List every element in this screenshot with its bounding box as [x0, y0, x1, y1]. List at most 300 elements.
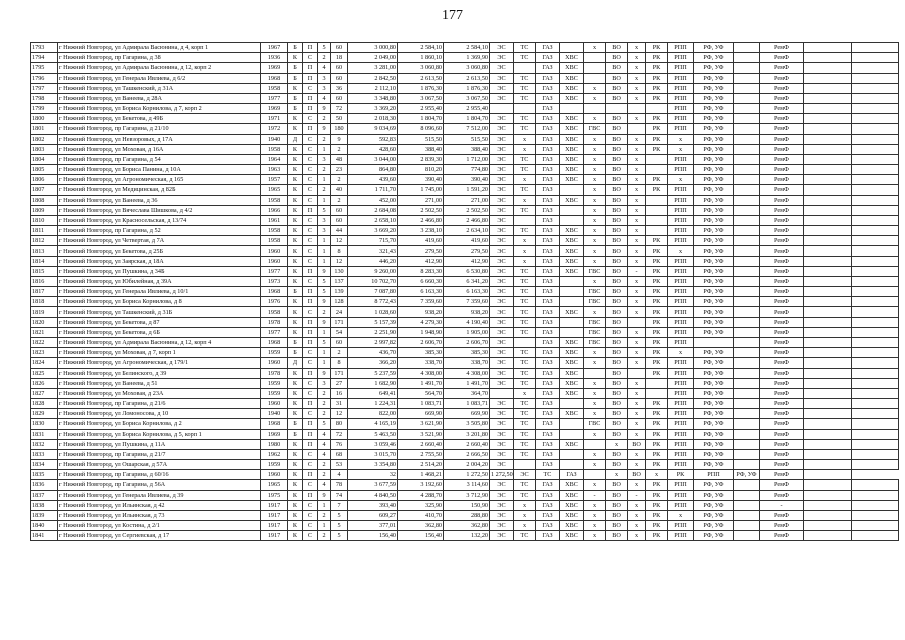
table-row — [31, 154, 899, 164]
table-cell: РПП — [668, 236, 694, 246]
table-cell: ГАЗ — [536, 226, 560, 236]
table-cell: ГАЗ — [536, 93, 560, 103]
table-cell: ГАЗ — [536, 104, 560, 114]
table-cell: РПП — [668, 287, 694, 297]
table-cell: ХВС — [560, 63, 584, 73]
table-cell: г Нижний Новгород, ул Агрономическая, д 165 — [58, 175, 261, 185]
table-cell: ХВС — [560, 500, 584, 510]
table-cell: г Нижний Новгород, ул Ташкенский, д 31А — [58, 83, 261, 93]
table-cell: 3 067,50 — [398, 93, 444, 103]
table-cell: РФ, УФ — [694, 53, 734, 63]
table-cell — [560, 429, 584, 439]
table-cell: 3 — [318, 154, 331, 164]
table-cell: 1957 — [261, 175, 288, 185]
table-cell: 60 — [331, 205, 348, 215]
table-cell: С — [303, 409, 318, 419]
table-cell: 1959 — [261, 388, 288, 398]
table-cell: 137 — [331, 276, 348, 286]
table-cell: ХВС — [560, 378, 584, 388]
table-cell: ГАЗ — [536, 287, 560, 297]
table-row — [31, 378, 899, 388]
table-cell: ЭС — [490, 276, 514, 286]
table-cell: К — [288, 327, 303, 337]
table-cell: РФ, УФ — [694, 63, 734, 73]
table-cell: ЭС — [490, 419, 514, 429]
table-cell: РФ, УФ — [694, 368, 734, 378]
table-cell — [804, 165, 852, 175]
table-cell: РемФ — [760, 154, 804, 164]
table-cell — [804, 175, 852, 185]
table-cell: ЭС — [490, 124, 514, 134]
table-cell: С — [303, 276, 318, 286]
table-cell: 3 044,00 — [348, 154, 398, 164]
table-cell — [804, 114, 852, 124]
table-cell: П — [303, 205, 318, 215]
table-cell: ГАЗ — [536, 114, 560, 124]
table-cell: 60 — [331, 73, 348, 83]
table-cell: ГВС — [584, 266, 606, 276]
table-cell: 362,80 — [398, 521, 444, 531]
table-cell: РФ, УФ — [694, 43, 734, 53]
table-cell: х — [514, 388, 536, 398]
table-cell: х — [628, 205, 646, 215]
table-cell: К — [288, 276, 303, 286]
table-cell — [852, 510, 899, 520]
table-cell: 388,40 — [398, 144, 444, 154]
table-cell: ЭС — [490, 185, 514, 195]
table-cell — [852, 409, 899, 419]
table-cell: г Нижний Новгород, ул Генерала Ивлиева, д 10/1 — [58, 287, 261, 297]
table-cell: 4 308,00 — [398, 368, 444, 378]
table-cell: РемФ — [760, 307, 804, 317]
table-cell — [804, 256, 852, 266]
table-cell: РФ, УФ — [694, 358, 734, 368]
table-cell: ЭС — [490, 266, 514, 276]
table-cell — [734, 388, 760, 398]
table-cell — [804, 307, 852, 317]
table-cell — [804, 429, 852, 439]
table-cell — [804, 378, 852, 388]
table-cell: ГАЗ — [536, 83, 560, 93]
table-cell — [852, 185, 899, 195]
table-cell: ТС — [514, 409, 536, 419]
table-cell: 2 755,50 — [398, 449, 444, 459]
table-cell: РПП — [668, 490, 694, 500]
table-cell: ГВС — [584, 124, 606, 134]
table-cell: ВО — [606, 246, 628, 256]
table-cell: 419,60 — [444, 236, 490, 246]
table-cell — [852, 388, 899, 398]
table-row — [31, 480, 899, 490]
table-cell: 2 018,30 — [348, 114, 398, 124]
table-cell: 3 067,50 — [444, 93, 490, 103]
table-row — [31, 104, 899, 114]
table-cell: ТС — [514, 419, 536, 429]
table-cell: 669,90 — [444, 409, 490, 419]
table-cell — [804, 154, 852, 164]
table-cell: 1 028,60 — [348, 307, 398, 317]
table-cell: ЭС — [490, 460, 514, 470]
table-cell — [560, 276, 584, 286]
table-cell: К — [288, 83, 303, 93]
table-cell: 1 — [318, 236, 331, 246]
table-cell: х — [584, 195, 606, 205]
table-cell: 7 — [331, 500, 348, 510]
table-cell: г Нижний Новгород, ул Невзоровых, д 17А — [58, 134, 261, 144]
table-cell: РФ, УФ — [694, 73, 734, 83]
table-cell: г Нижний Новгород, ул Ташкенский, д 31Б — [58, 307, 261, 317]
table-cell — [852, 337, 899, 347]
table-cell: 3 201,80 — [444, 429, 490, 439]
table-cell: ХВС — [560, 246, 584, 256]
table-cell: 1813 — [31, 246, 58, 256]
table-cell: ТС — [514, 226, 536, 236]
table-cell: ВО — [606, 124, 628, 134]
table-cell: РПП — [668, 521, 694, 531]
table-row — [31, 185, 899, 195]
table-cell: г Нижний Новгород, ул Бориса Панина, д 10А — [58, 165, 261, 175]
table-cell — [804, 134, 852, 144]
table-cell: х — [584, 205, 606, 215]
table-cell: РК — [646, 124, 668, 134]
table-cell: 1841 — [31, 531, 58, 541]
table-cell — [734, 317, 760, 327]
table-cell: 2 666,50 — [444, 449, 490, 459]
table-cell: 1961 — [261, 215, 288, 225]
table-cell — [804, 358, 852, 368]
table-cell: г Нижний Новгород, ул Костина, д 2/1 — [58, 521, 261, 531]
table-cell — [852, 63, 899, 73]
table-cell: ХВС — [560, 307, 584, 317]
table-cell: г Нижний Новгород, ул Четвертая, д 7А — [58, 236, 261, 246]
table-cell: 5 — [318, 205, 331, 215]
table-cell: 1 224,31 — [348, 399, 398, 409]
table-cell: РемФ — [760, 276, 804, 286]
table-cell: ЭС — [490, 348, 514, 358]
table-cell: 362,80 — [444, 521, 490, 531]
table-cell: 385,30 — [444, 348, 490, 358]
table-cell — [852, 287, 899, 297]
table-cell: ГАЗ — [536, 124, 560, 134]
table-cell: 669,90 — [398, 409, 444, 419]
registry-body — [31, 43, 899, 541]
table-row — [31, 73, 899, 83]
table-cell: 1808 — [31, 195, 58, 205]
table-cell — [804, 449, 852, 459]
table-cell — [646, 205, 668, 215]
table-cell: РПП — [668, 409, 694, 419]
table-cell: х — [584, 144, 606, 154]
table-cell: ХВС — [560, 531, 584, 541]
table-cell: ВО — [606, 460, 628, 470]
table-cell: ХВС — [560, 175, 584, 185]
table-cell: РПП — [668, 276, 694, 286]
table-cell: г Нижний Новгород, пр Гагарина, д 38 — [58, 53, 261, 63]
table-cell — [852, 276, 899, 286]
table-cell: ВО — [606, 53, 628, 63]
table-cell: х — [584, 449, 606, 459]
table-cell — [734, 256, 760, 266]
table-cell: 4 — [318, 480, 331, 490]
table-row — [31, 449, 899, 459]
table-cell: г Нижний Новгород, ул Бекетова, д 25Б — [58, 246, 261, 256]
table-cell: 592,83 — [348, 134, 398, 144]
table-cell: РФ, УФ — [694, 287, 734, 297]
table-cell — [734, 246, 760, 256]
table-cell: 1793 — [31, 43, 58, 53]
table-cell: П — [303, 73, 318, 83]
table-cell: 27 — [331, 378, 348, 388]
table-cell: ГАЗ — [536, 195, 560, 205]
table-cell: РемФ — [760, 429, 804, 439]
table-cell: 6 163,30 — [398, 287, 444, 297]
table-cell — [804, 266, 852, 276]
table-cell: г Нижний Новгород, пр Гагарина, д 60/16 — [58, 470, 261, 480]
table-cell: 338,70 — [398, 358, 444, 368]
table-cell: ЭС — [490, 205, 514, 215]
table-cell: ЭС — [490, 93, 514, 103]
table-cell — [804, 510, 852, 520]
table-cell: РФ, УФ — [694, 205, 734, 215]
table-cell: ТС — [514, 307, 536, 317]
table-cell: ВО — [606, 73, 628, 83]
table-cell: х — [584, 307, 606, 317]
table-cell: 1818 — [31, 297, 58, 307]
table-cell: х — [628, 144, 646, 154]
table-cell — [646, 154, 668, 164]
table-cell — [560, 460, 584, 470]
table-cell: П — [303, 63, 318, 73]
table-cell: 1802 — [31, 134, 58, 144]
table-cell: 1826 — [31, 378, 58, 388]
table-cell: 1 083,71 — [444, 399, 490, 409]
table-cell: 2 466,80 — [398, 215, 444, 225]
table-cell: 1965 — [261, 185, 288, 195]
table-cell: ЭС — [490, 429, 514, 439]
table-row — [31, 205, 899, 215]
table-cell — [734, 368, 760, 378]
table-cell: 2 466,80 — [444, 215, 490, 225]
table-cell — [734, 337, 760, 347]
table-cell — [514, 215, 536, 225]
table-cell — [804, 236, 852, 246]
table-cell: Б — [288, 43, 303, 53]
table-cell: ХВС — [560, 480, 584, 490]
table-cell — [560, 43, 584, 53]
table-cell: РемФ — [760, 378, 804, 388]
table-cell: ТС — [514, 185, 536, 195]
table-cell: РемФ — [760, 287, 804, 297]
table-cell: 60 — [331, 93, 348, 103]
table-cell: 2 — [318, 307, 331, 317]
table-cell: ВО — [606, 348, 628, 358]
table-cell — [560, 327, 584, 337]
table-cell: ЭС — [490, 154, 514, 164]
table-row — [31, 124, 899, 134]
table-cell: 2 606,70 — [398, 337, 444, 347]
table-cell — [804, 246, 852, 256]
table-cell: 3 060,80 — [398, 63, 444, 73]
table-cell: РПП — [668, 266, 694, 276]
table-cell: ГАЗ — [536, 175, 560, 185]
table-cell — [646, 388, 668, 398]
table-cell: ВО — [606, 165, 628, 175]
table-row — [31, 327, 899, 337]
table-cell: РПП — [694, 470, 734, 480]
table-cell: 1966 — [261, 205, 288, 215]
table-cell: 2 — [318, 531, 331, 541]
table-cell — [734, 93, 760, 103]
table-row — [31, 307, 899, 317]
table-cell: 715,70 — [348, 236, 398, 246]
table-cell: К — [288, 297, 303, 307]
table-cell: 1 905,00 — [444, 327, 490, 337]
table-cell: РФ, УФ — [694, 297, 734, 307]
table-cell: К — [288, 124, 303, 134]
table-cell: 3 712,90 — [444, 490, 490, 500]
table-cell: х — [584, 165, 606, 175]
table-cell — [584, 63, 606, 73]
table-row — [31, 144, 899, 154]
table-cell: 2 — [318, 470, 331, 480]
table-cell: х — [628, 327, 646, 337]
table-cell: ГАЗ — [536, 205, 560, 215]
table-cell: К — [288, 388, 303, 398]
table-cell — [734, 83, 760, 93]
table-cell: 810,20 — [398, 165, 444, 175]
table-cell: РемФ — [760, 439, 804, 449]
table-cell: С — [303, 154, 318, 164]
table-cell: 1971 — [261, 114, 288, 124]
table-cell: х — [628, 246, 646, 256]
table-cell: х — [584, 175, 606, 185]
table-cell: С — [303, 246, 318, 256]
table-cell: С — [303, 480, 318, 490]
table-cell: 1969 — [261, 429, 288, 439]
table-cell: 412,90 — [398, 256, 444, 266]
table-cell: ВО — [628, 439, 646, 449]
table-cell: 23 — [331, 165, 348, 175]
table-cell: ГАЗ — [536, 266, 560, 276]
table-cell: РемФ — [760, 124, 804, 134]
table-cell — [628, 368, 646, 378]
table-cell: 72 — [331, 104, 348, 114]
table-cell: РемФ — [760, 317, 804, 327]
table-cell — [852, 358, 899, 368]
table-cell: 390,40 — [398, 175, 444, 185]
table-cell: 8 772,43 — [348, 297, 398, 307]
table-cell: 4 165,19 — [348, 419, 398, 429]
table-cell: РПП — [668, 215, 694, 225]
table-row — [31, 337, 899, 347]
table-cell: РФ, УФ — [694, 531, 734, 541]
table-cell: РемФ — [760, 215, 804, 225]
table-cell: РФ, УФ — [694, 429, 734, 439]
table-cell: 2 606,70 — [444, 337, 490, 347]
table-cell: 428,60 — [348, 144, 398, 154]
table-cell — [804, 144, 852, 154]
table-cell — [734, 236, 760, 246]
table-cell: ВО — [606, 83, 628, 93]
table-cell: С — [303, 256, 318, 266]
table-cell: П — [303, 266, 318, 276]
table-cell: ХВС — [560, 114, 584, 124]
table-cell: 1958 — [261, 236, 288, 246]
table-cell: К — [288, 490, 303, 500]
table-cell: РК — [646, 317, 668, 327]
table-cell: 5 463,50 — [348, 429, 398, 439]
table-cell: РемФ — [760, 175, 804, 185]
table-cell: х — [628, 154, 646, 164]
table-cell: 1940 — [261, 134, 288, 144]
table-cell — [804, 205, 852, 215]
table-cell: ТС — [514, 53, 536, 63]
table-cell: ХВС — [560, 226, 584, 236]
table-cell: К — [288, 449, 303, 459]
table-cell: г Нижний Новгород, пр Гагарина, д 21/7 — [58, 449, 261, 459]
table-cell: 1968 — [261, 419, 288, 429]
table-cell: ГАЗ — [536, 490, 560, 500]
table-cell — [852, 460, 899, 470]
table-cell — [628, 104, 646, 114]
table-cell: ГАЗ — [536, 317, 560, 327]
table-cell: 1958 — [261, 226, 288, 236]
table-cell — [804, 388, 852, 398]
table-row — [31, 53, 899, 63]
table-cell: 1977 — [261, 266, 288, 276]
table-cell: 1 — [318, 144, 331, 154]
table-cell: 1812 — [31, 236, 58, 246]
table-cell: К — [288, 236, 303, 246]
table-cell: ГАЗ — [536, 165, 560, 175]
table-cell: РК — [646, 43, 668, 53]
table-cell — [734, 175, 760, 185]
table-cell: РФ, УФ — [694, 327, 734, 337]
table-cell: х — [628, 63, 646, 73]
table-cell: РемФ — [760, 134, 804, 144]
table-cell — [852, 53, 899, 63]
table-cell: 1980 — [261, 439, 288, 449]
table-cell: К — [288, 266, 303, 276]
table-row — [31, 175, 899, 185]
table-cell: 2 251,90 — [348, 327, 398, 337]
table-cell: ВО — [606, 419, 628, 429]
table-cell: х — [628, 165, 646, 175]
table-cell — [734, 449, 760, 459]
table-cell: РК — [646, 307, 668, 317]
table-row — [31, 165, 899, 175]
table-cell: 1958 — [261, 307, 288, 317]
table-cell: РемФ — [760, 226, 804, 236]
table-cell: г Нижний Новгород, ул Сергиевская, д 17 — [58, 531, 261, 541]
table-cell: ХВС — [560, 439, 584, 449]
table-cell: РК — [646, 521, 668, 531]
table-cell: РемФ — [760, 195, 804, 205]
table-cell — [852, 226, 899, 236]
table-cell: 3 — [318, 215, 331, 225]
table-cell: ЭС — [490, 358, 514, 368]
table-cell: х — [514, 195, 536, 205]
table-cell: г Нижний Новгород, ул Бориса Корнилова, д 2 — [58, 419, 261, 429]
table-cell: 7 359,60 — [398, 297, 444, 307]
table-row — [31, 114, 899, 124]
table-cell: ВО — [628, 470, 646, 480]
table-cell: 1833 — [31, 449, 58, 459]
table-cell: г Нижний Новгород, ул Генерала Ивлиева, д 39 — [58, 490, 261, 500]
table-cell: РК — [646, 429, 668, 439]
table-cell — [804, 276, 852, 286]
table-cell — [804, 104, 852, 114]
